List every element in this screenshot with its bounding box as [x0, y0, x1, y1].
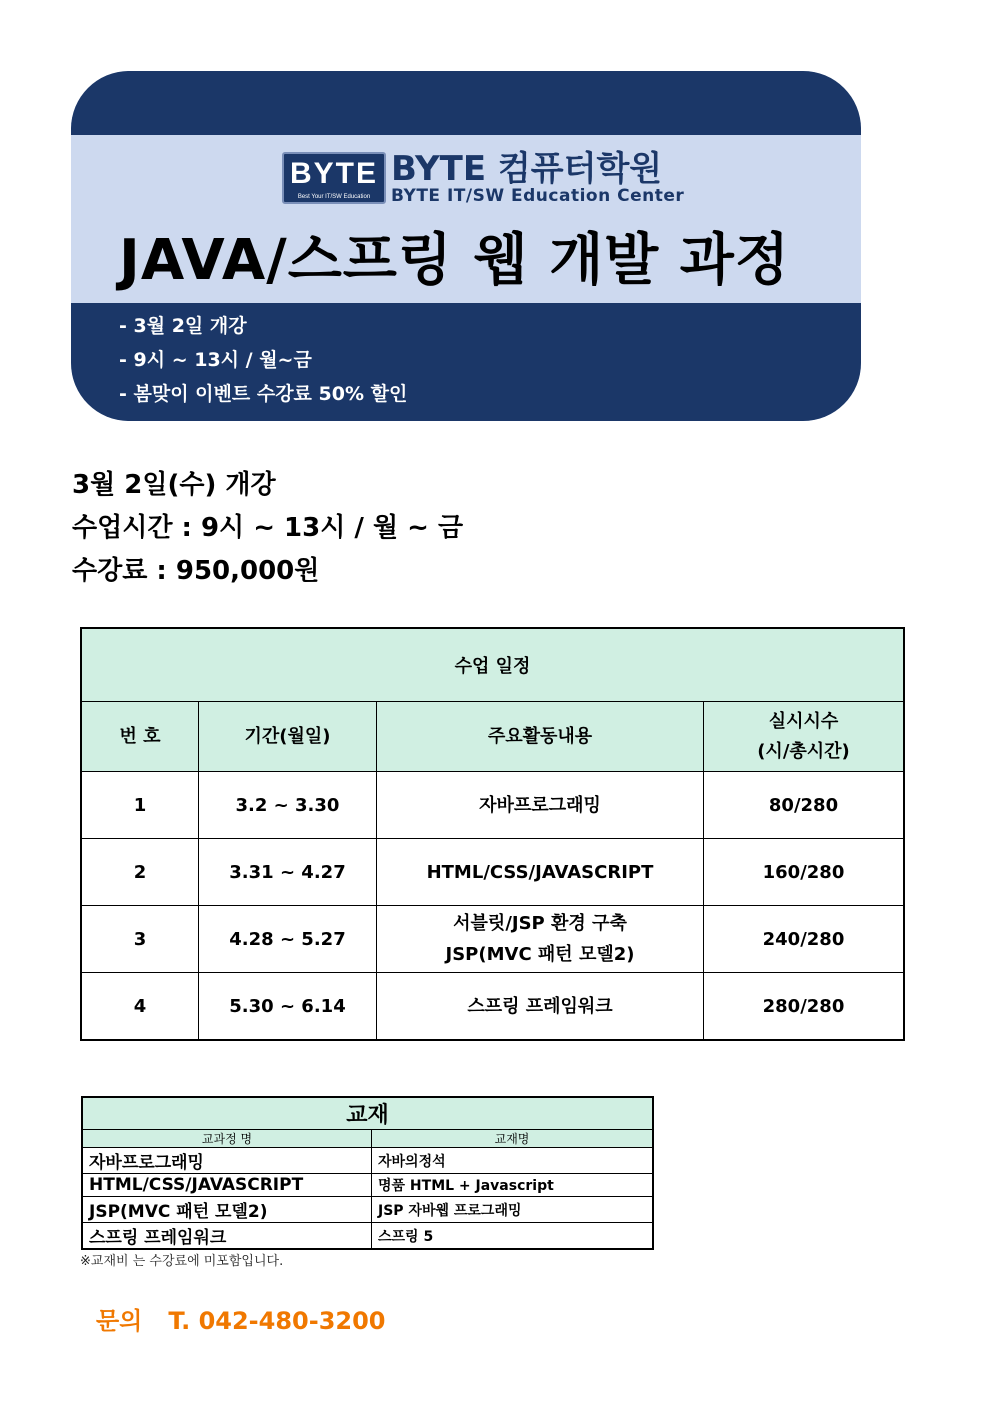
col-header-hours: [704, 702, 905, 772]
row-content: [377, 906, 704, 973]
contact-line: [96, 1301, 386, 1336]
col-header-number: 번 호: [81, 702, 199, 772]
table-row: [81, 839, 904, 906]
contact-phone[interactable]: T. 042-480-3200: [168, 1307, 386, 1335]
banner-bullet-opening: - 3월 2일 개강: [119, 315, 247, 337]
row-number: 3: [81, 906, 199, 973]
course-name: 자바프로그래밍: [82, 1148, 372, 1174]
table-row: [81, 772, 904, 839]
byte-logo: [282, 152, 386, 204]
table-row: [82, 1223, 653, 1250]
contact-label: 문의: [96, 1307, 143, 1335]
row-period: 3.2 ~ 3.30: [199, 772, 377, 839]
row-content: HTML/CSS/JAVASCRIPT: [377, 839, 704, 906]
row-number: 1: [81, 772, 199, 839]
row-content-line1: 서블릿/JSP 환경 구축: [453, 913, 627, 934]
row-number: 2: [81, 839, 199, 906]
book-name: 자바의정석: [372, 1148, 654, 1174]
row-hours: 280/280: [704, 973, 905, 1041]
textbook-col-course: 교과정 명: [82, 1130, 372, 1148]
course-name: 스프링 프레임워크: [82, 1223, 372, 1250]
textbook-note: ※교재비 는 수강료에 미포함입니다.: [80, 1254, 284, 1269]
row-period: 5.30 ~ 6.14: [199, 973, 377, 1041]
schedule-caption: 수업 일정: [81, 628, 904, 702]
logo-word: BYTE: [289, 157, 378, 190]
col-header-hours-line2: (시/총시간): [757, 740, 850, 762]
row-hours: 240/280: [704, 906, 905, 973]
brand-subtitle: BYTE IT/SW Education Center: [391, 186, 685, 206]
book-name: 명품 HTML + Javascript: [372, 1174, 654, 1197]
tuition-fee: 수강료 : 950,000원: [72, 556, 320, 586]
course-name: HTML/CSS/JAVASCRIPT: [82, 1174, 372, 1197]
opening-date: 3월 2일(수) 개강: [72, 470, 276, 500]
brand-name: BYTE 컴퓨터학원: [391, 149, 663, 189]
col-header-hours-line1: 실시시수: [768, 710, 839, 732]
row-hours: 80/280: [704, 772, 905, 839]
banner-top-band: [71, 71, 861, 135]
banner-bullet-discount: - 봄맞이 이벤트 수강료 50% 할인: [119, 383, 408, 405]
row-period: 3.31 ~ 4.27: [199, 839, 377, 906]
row-hours: 160/280: [704, 839, 905, 906]
banner-bullet-list: [119, 309, 407, 411]
row-content: 스프링 프레임워크: [377, 973, 704, 1041]
logo-tagline: Best Your IT/SW Education: [297, 194, 371, 200]
row-period: 4.28 ~ 5.27: [199, 906, 377, 973]
row-content: 자바프로그래밍: [377, 772, 704, 839]
row-content-line2: JSP(MVC 패턴 모델2): [445, 944, 635, 965]
col-header-period: 기간(월일): [199, 702, 377, 772]
textbook-col-book: 교재명: [372, 1130, 654, 1148]
course-title: JAVA/스프링 웹 개발 과정: [119, 228, 790, 293]
textbook-title: 교재: [82, 1097, 653, 1130]
table-row: [82, 1197, 653, 1223]
book-name: 스프링 5: [372, 1223, 654, 1250]
banner-bullet-time: - 9시 ~ 13시 / 월~금: [119, 349, 312, 371]
table-row: [82, 1174, 653, 1197]
textbook-table: [81, 1096, 654, 1250]
schedule-table: [80, 627, 905, 1041]
course-info: [72, 464, 463, 593]
book-name: JSP 자바웹 프로그래밍: [372, 1197, 654, 1223]
row-number: 4: [81, 973, 199, 1041]
table-row: [82, 1148, 653, 1174]
course-banner: [71, 71, 861, 421]
course-name: JSP(MVC 패턴 모델2): [82, 1197, 372, 1223]
table-row: [81, 973, 904, 1041]
table-row: [81, 906, 904, 973]
class-time: 수업시간 : 9시 ~ 13시 / 월 ~ 금: [72, 513, 464, 543]
col-header-content: 주요활동내용: [377, 702, 704, 772]
